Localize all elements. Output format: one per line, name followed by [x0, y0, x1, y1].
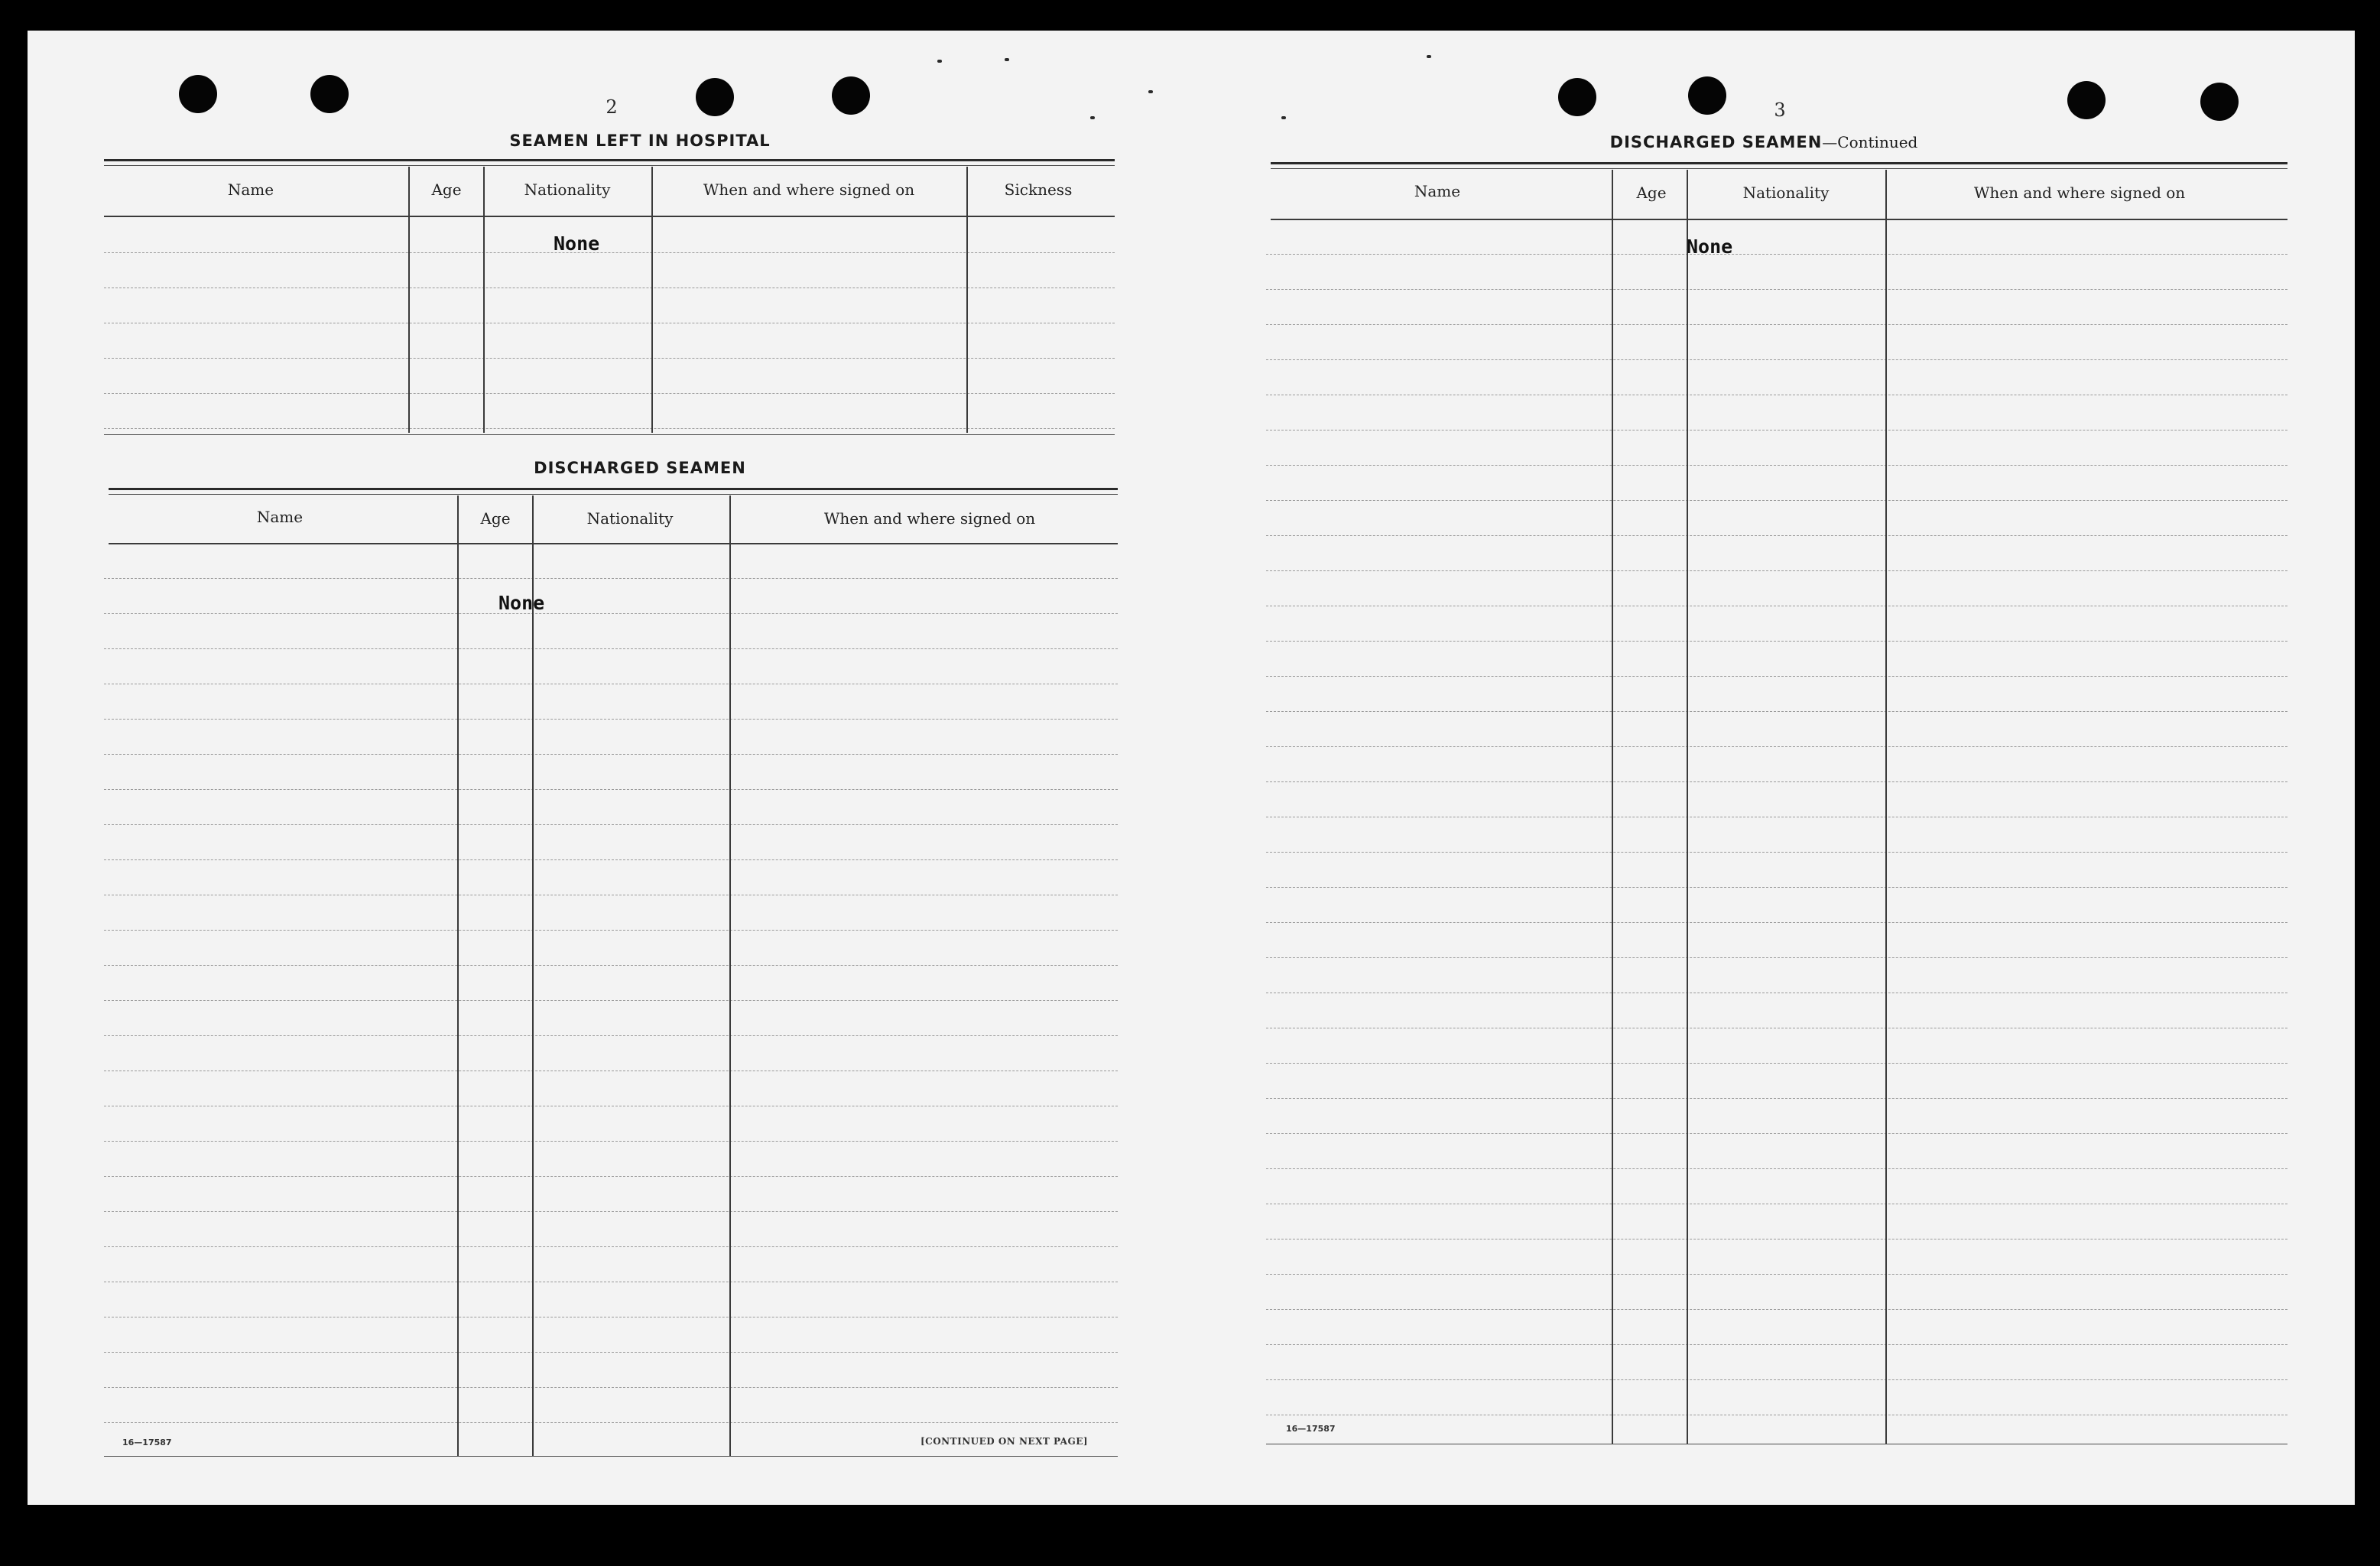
page-number: 2	[606, 96, 618, 118]
column-divider	[966, 167, 968, 433]
section-title-text: DISCHARGED SEAMEN	[1609, 133, 1823, 151]
section-title	[1584, 133, 1943, 151]
table-row	[104, 1211, 1118, 1212]
continued-note: [CONTINUED ON NEXT PAGE]	[921, 1436, 1089, 1447]
bottom-rule	[104, 434, 1115, 435]
table-row	[104, 1141, 1118, 1142]
column-divider	[1687, 170, 1688, 1444]
table-row	[1266, 1063, 2287, 1064]
column-header-age: Age	[1636, 184, 1667, 202]
table-row	[1266, 500, 2287, 501]
punch-hole	[2200, 83, 2239, 121]
column-divider	[651, 167, 653, 433]
table-row	[104, 1387, 1118, 1388]
discharged-section-title: DISCHARGED SEAMEN	[534, 459, 746, 477]
table-row	[1266, 1309, 2287, 1310]
header-underline	[109, 543, 1118, 544]
header-underline	[1271, 219, 2287, 220]
punch-hole	[832, 76, 870, 115]
table-row	[104, 719, 1118, 720]
table-row	[1266, 746, 2287, 747]
table-row	[1266, 289, 2287, 290]
top-rule	[104, 159, 1115, 161]
table-row	[1266, 641, 2287, 642]
table-row	[104, 824, 1118, 825]
table-row	[104, 859, 1118, 860]
table-row	[1266, 1168, 2287, 1169]
table-row	[1266, 711, 2287, 712]
table-row	[1266, 1274, 2287, 1275]
column-divider	[457, 495, 459, 1456]
column-header-nationality: Nationality	[524, 180, 611, 199]
table-row	[104, 1422, 1118, 1423]
table-row	[104, 789, 1118, 790]
column-header-age: Age	[431, 180, 462, 199]
discharged-entry-none: None	[498, 592, 545, 614]
document-sheet	[28, 31, 2355, 1505]
column-divider	[408, 167, 410, 433]
table-row	[1266, 359, 2287, 360]
top-rule-thin	[109, 494, 1118, 495]
column-header-name: Name	[256, 508, 304, 526]
column-header-name: Name	[227, 180, 274, 199]
column-header-signed-on: When and where signed on	[823, 509, 1036, 528]
column-header-nationality: Nationality	[1742, 184, 1830, 202]
table-row	[1266, 1133, 2287, 1134]
top-rule-thin	[104, 165, 1115, 166]
column-header-age: Age	[480, 509, 511, 528]
top-rule-thin	[1271, 168, 2287, 169]
table-row	[1266, 535, 2287, 536]
table-row	[104, 578, 1118, 579]
column-header-nationality: Nationality	[586, 509, 674, 528]
table-row	[1266, 922, 2287, 923]
section-title-suffix: —Continued	[1822, 133, 1918, 151]
table-row	[104, 1352, 1118, 1353]
top-rule	[109, 488, 1118, 490]
table-row	[1266, 957, 2287, 958]
column-header-signed-on: When and where signed on	[1973, 184, 2186, 202]
table-row	[1266, 887, 2287, 888]
table-row	[104, 965, 1118, 966]
table-row	[1266, 254, 2287, 255]
table-row	[1266, 1344, 2287, 1345]
table-row	[104, 1176, 1118, 1177]
table-row	[104, 1246, 1118, 1247]
table-row	[1266, 570, 2287, 571]
page-number: 3	[1774, 99, 1786, 121]
column-divider	[532, 495, 534, 1456]
column-divider	[1885, 170, 1887, 1444]
table-row	[104, 930, 1118, 931]
table-row	[1266, 324, 2287, 325]
table-row	[104, 754, 1118, 755]
punch-hole	[1688, 76, 1726, 115]
table-row	[1266, 1379, 2287, 1380]
table-row	[1266, 465, 2287, 466]
table-row	[104, 1000, 1118, 1001]
table-row	[104, 1035, 1118, 1036]
column-header-signed-on: When and where signed on	[703, 180, 915, 199]
punch-hole	[696, 78, 734, 116]
top-rule	[1271, 162, 2287, 164]
table-row	[104, 613, 1118, 614]
table-row	[1266, 1098, 2287, 1099]
punch-hole	[2067, 81, 2106, 119]
punch-hole	[179, 75, 217, 113]
table-row	[104, 428, 1115, 429]
table-row	[104, 648, 1118, 649]
column-divider	[729, 495, 731, 1456]
form-number: 16—17587	[122, 1438, 172, 1447]
punch-hole	[310, 75, 349, 113]
table-row	[1266, 781, 2287, 782]
punch-hole	[1558, 78, 1596, 116]
table-row	[104, 358, 1115, 359]
hospital-entry-none: None	[554, 232, 600, 255]
column-header-name: Name	[1414, 182, 1461, 200]
continued-entry-none: None	[1687, 236, 1733, 258]
hospital-section-title: SEAMEN LEFT IN HOSPITAL	[509, 132, 771, 150]
table-row	[1266, 676, 2287, 677]
table-row	[104, 393, 1115, 394]
bottom-rule	[104, 1456, 1118, 1457]
column-divider	[1612, 170, 1613, 1444]
form-number: 16—17587	[1286, 1424, 1336, 1434]
column-header-sickness: Sickness	[1004, 180, 1073, 199]
table-row	[104, 252, 1115, 253]
table-row	[1266, 852, 2287, 853]
column-divider	[483, 167, 485, 433]
header-underline	[104, 216, 1115, 217]
